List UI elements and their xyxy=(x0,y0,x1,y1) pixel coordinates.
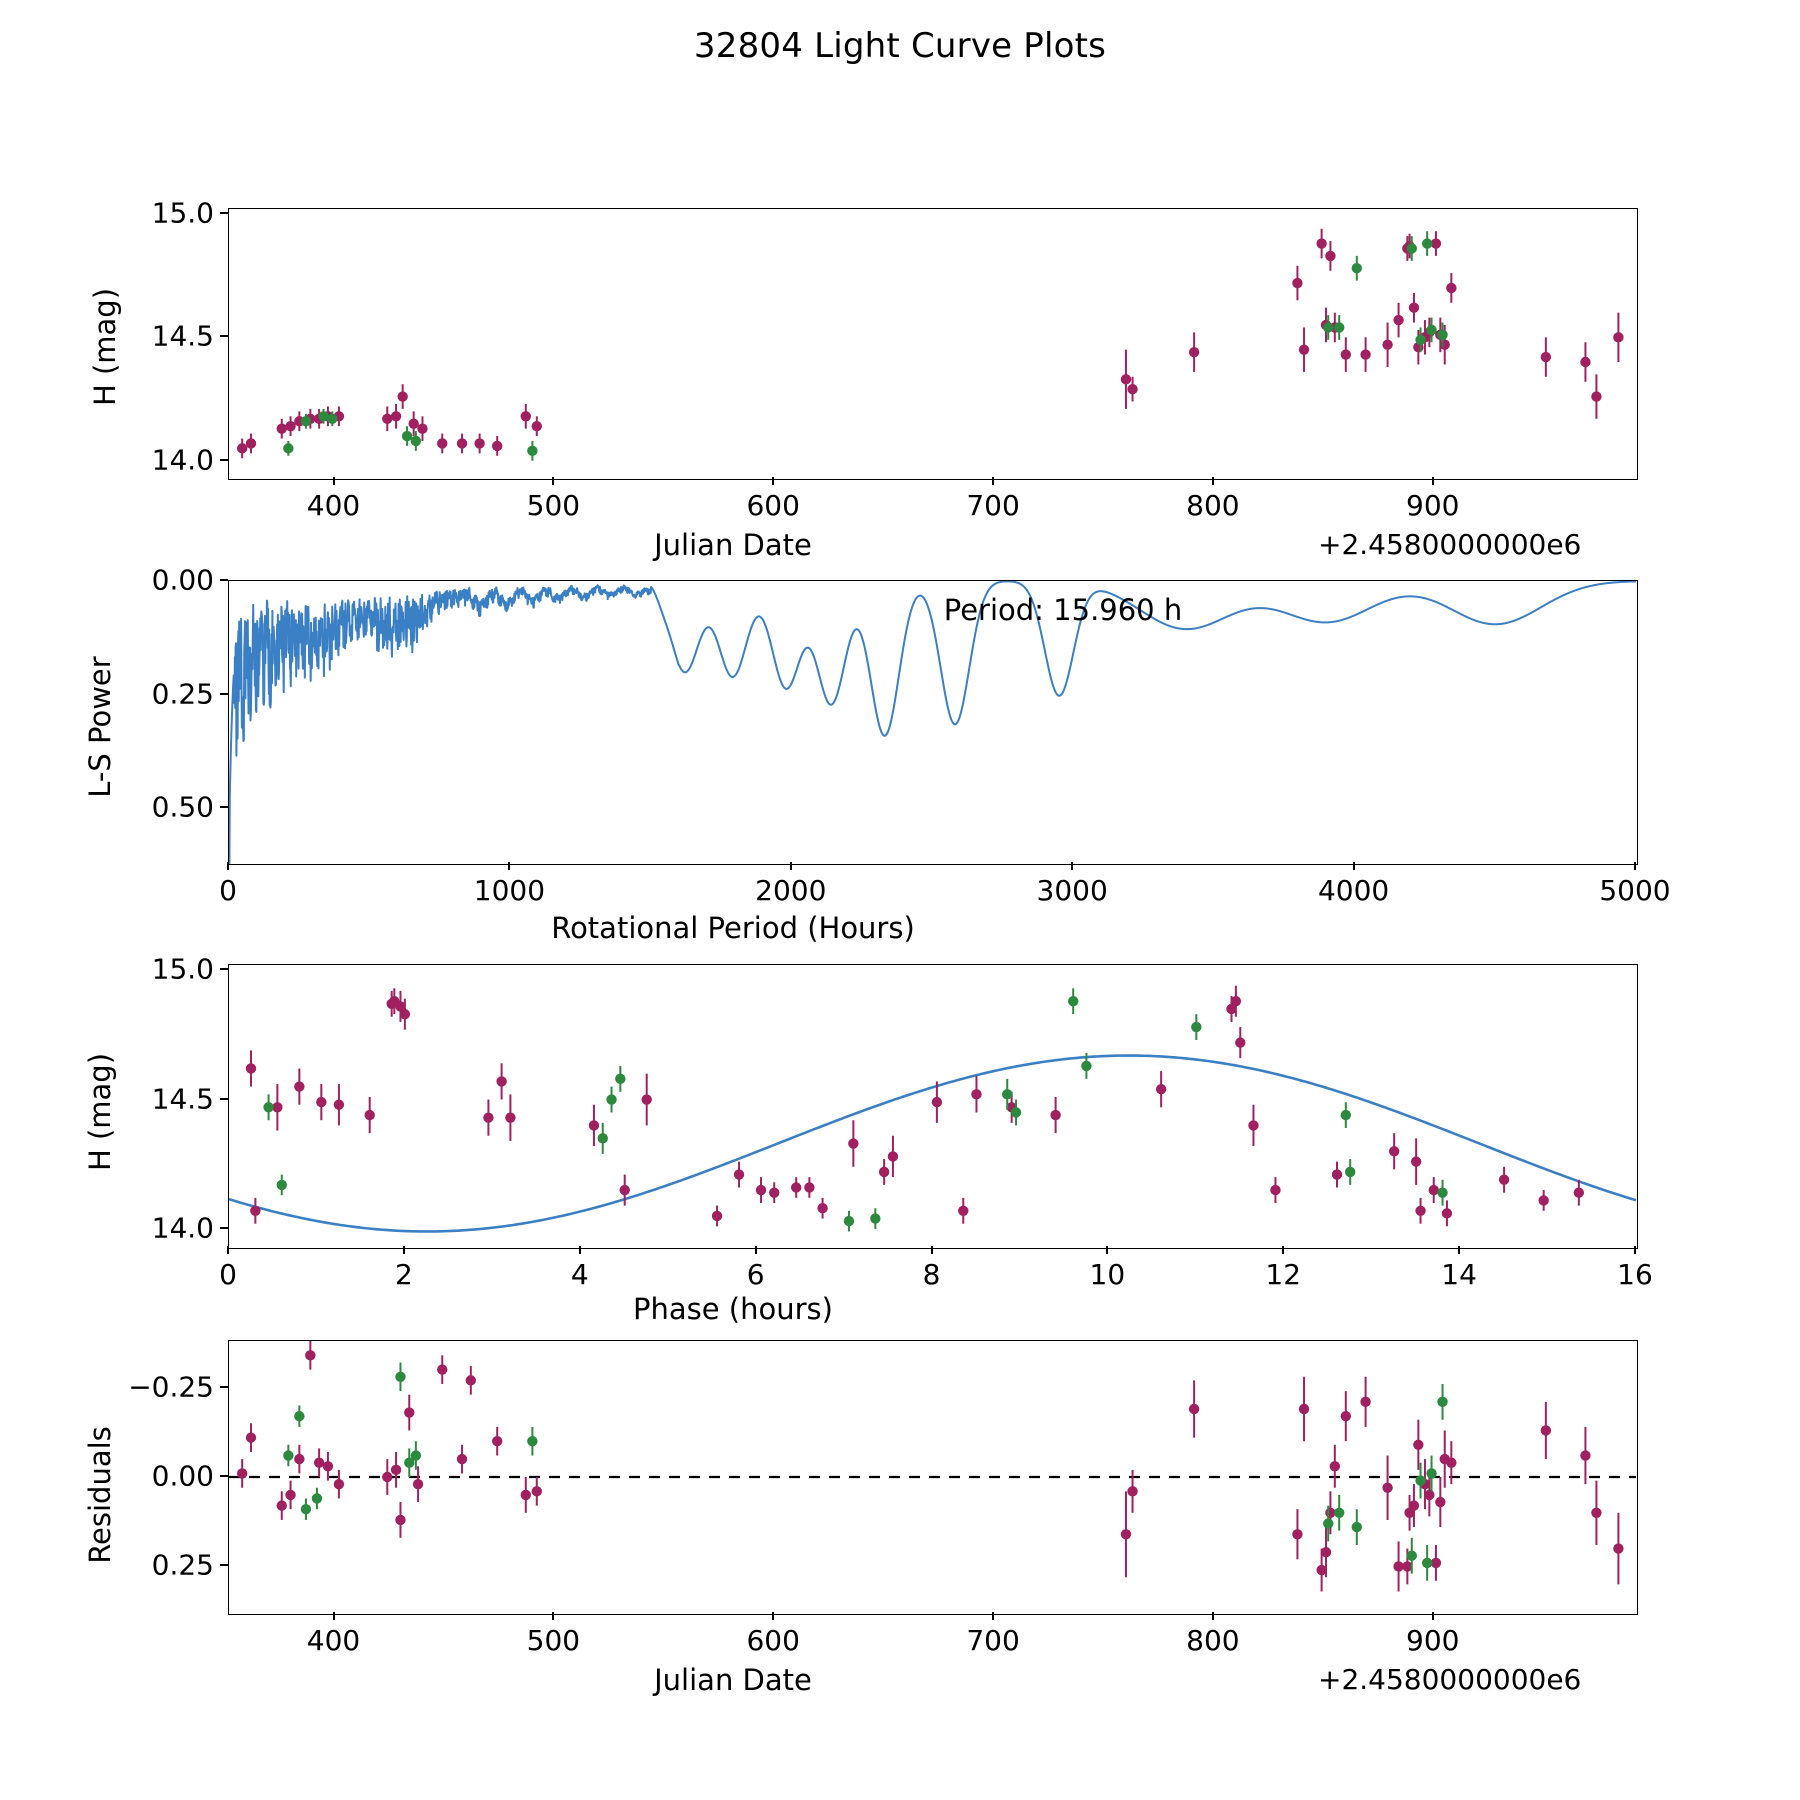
data-series-survey-b xyxy=(283,231,1448,461)
axis-offset-residuals: +2.4580000000e6 xyxy=(1318,1663,1582,1696)
x-tick-label: 10 xyxy=(1089,1258,1126,1291)
y-tick-label: 0.25 xyxy=(151,1548,214,1582)
x-tick-mark xyxy=(992,1612,994,1620)
x-tick-label: 12 xyxy=(1265,1258,1302,1291)
x-tick-label: 8 xyxy=(922,1258,941,1291)
y-tick-mark xyxy=(220,693,228,695)
x-tick-mark xyxy=(579,1246,581,1254)
x-tick-label: 16 xyxy=(1617,1258,1653,1291)
x-tick-mark xyxy=(1106,1246,1108,1254)
x-tick-label: 0 xyxy=(219,874,237,907)
y-tick-label: 0.00 xyxy=(151,1459,214,1493)
y-tick-label: 14.0 xyxy=(151,443,214,477)
x-tick-label: 400 xyxy=(306,489,361,522)
x-tick-mark xyxy=(1432,477,1434,485)
y-tick-mark xyxy=(220,806,228,808)
x-tick-label: 800 xyxy=(1186,1624,1240,1657)
y-tick-mark xyxy=(220,1227,228,1229)
x-tick-label: 700 xyxy=(966,489,1020,522)
x-tick-label: 500 xyxy=(526,1624,581,1657)
x-tick-label: 900 xyxy=(1406,489,1460,522)
x-tick-label: 2 xyxy=(394,1258,413,1291)
x-tick-mark xyxy=(227,862,229,870)
y-tick-label: 15.0 xyxy=(151,196,214,230)
x-tick-mark xyxy=(1458,1246,1460,1254)
x-tick-label: 4 xyxy=(570,1258,589,1291)
data-series-survey-b xyxy=(283,1362,1448,1580)
x-tick-mark xyxy=(1071,862,1073,870)
x-tick-mark xyxy=(772,1612,774,1620)
y-tick-label: 0.50 xyxy=(151,790,214,824)
axes-phase-folded xyxy=(228,964,1638,1249)
x-tick-label: 600 xyxy=(746,489,800,522)
x-tick-mark xyxy=(1432,1612,1434,1620)
x-tick-label: 500 xyxy=(526,489,581,522)
axes-lightcurve xyxy=(228,208,1638,480)
axis-offset-lightcurve: +2.4580000000e6 xyxy=(1318,528,1582,561)
y-tick-label: −0.25 xyxy=(128,1370,214,1404)
x-tick-label: 600 xyxy=(746,1624,800,1657)
x-tick-label: 6 xyxy=(746,1258,765,1291)
x-tick-mark xyxy=(508,862,510,870)
x-tick-mark xyxy=(552,1612,554,1620)
y-tick-label: 0.00 xyxy=(151,563,214,597)
x-tick-mark xyxy=(1634,862,1636,870)
axes-periodogram xyxy=(228,580,1638,865)
x-tick-label: 400 xyxy=(306,1624,361,1657)
data-series-survey-b xyxy=(263,988,1447,1231)
y-tick-mark xyxy=(220,579,228,581)
axis-label-y-lightcurve: H (mag) xyxy=(88,287,122,407)
y-tick-mark xyxy=(220,459,228,461)
y-tick-mark xyxy=(220,968,228,970)
page-title: 32804 Light Curve Plots xyxy=(693,26,1107,66)
x-tick-mark xyxy=(403,1246,405,1254)
x-tick-label: 5000 xyxy=(1599,874,1671,907)
y-tick-mark xyxy=(220,212,228,214)
axis-label-x-lightcurve: Julian Date xyxy=(654,528,812,562)
axis-label-x-periodogram: Rotational Period (Hours) xyxy=(551,911,915,945)
x-tick-mark xyxy=(1212,1612,1214,1620)
x-tick-mark xyxy=(1634,1246,1636,1254)
axis-label-y-residuals: Residuals xyxy=(83,1426,117,1564)
x-tick-label: 2000 xyxy=(755,874,827,907)
x-tick-label: 900 xyxy=(1406,1624,1460,1657)
axis-label-x-phase: Phase (hours) xyxy=(633,1292,833,1326)
x-tick-mark xyxy=(1282,1246,1284,1254)
y-tick-label: 14.5 xyxy=(151,319,214,353)
x-tick-label: 14 xyxy=(1441,1258,1477,1291)
x-tick-mark xyxy=(992,477,994,485)
y-tick-mark xyxy=(220,1098,228,1100)
x-tick-mark xyxy=(333,1612,335,1620)
x-tick-mark xyxy=(790,862,792,870)
x-tick-mark xyxy=(1353,862,1355,870)
y-tick-mark xyxy=(220,1475,228,1477)
x-tick-label: 3000 xyxy=(1036,874,1108,907)
x-tick-mark xyxy=(227,1246,229,1254)
y-tick-label: 0.25 xyxy=(151,677,214,711)
axes-residuals xyxy=(228,1340,1638,1615)
x-tick-label: 1000 xyxy=(473,874,546,907)
period-annotation: Period: 15.960 h xyxy=(943,593,1183,627)
x-tick-label: 700 xyxy=(966,1624,1020,1657)
x-tick-mark xyxy=(931,1246,933,1254)
data-series-survey-a xyxy=(237,229,1624,459)
x-tick-mark xyxy=(755,1246,757,1254)
x-tick-mark xyxy=(1212,477,1214,485)
y-tick-label: 15.0 xyxy=(151,952,214,986)
y-tick-label: 14.0 xyxy=(151,1211,214,1245)
axis-label-x-residuals: Julian Date xyxy=(654,1663,812,1697)
y-tick-mark xyxy=(220,1386,228,1388)
y-tick-mark xyxy=(220,335,228,337)
x-tick-label: 4000 xyxy=(1317,874,1390,907)
y-tick-mark xyxy=(220,1564,228,1566)
x-tick-mark xyxy=(772,477,774,485)
axis-label-y-periodogram: L-S Power xyxy=(83,656,117,798)
axis-label-y-phase: H (mag) xyxy=(83,1052,117,1172)
x-tick-mark xyxy=(552,477,554,485)
x-tick-label: 0 xyxy=(219,1258,237,1291)
y-tick-label: 14.5 xyxy=(151,1082,214,1116)
x-tick-mark xyxy=(333,477,335,485)
x-tick-label: 800 xyxy=(1186,489,1240,522)
